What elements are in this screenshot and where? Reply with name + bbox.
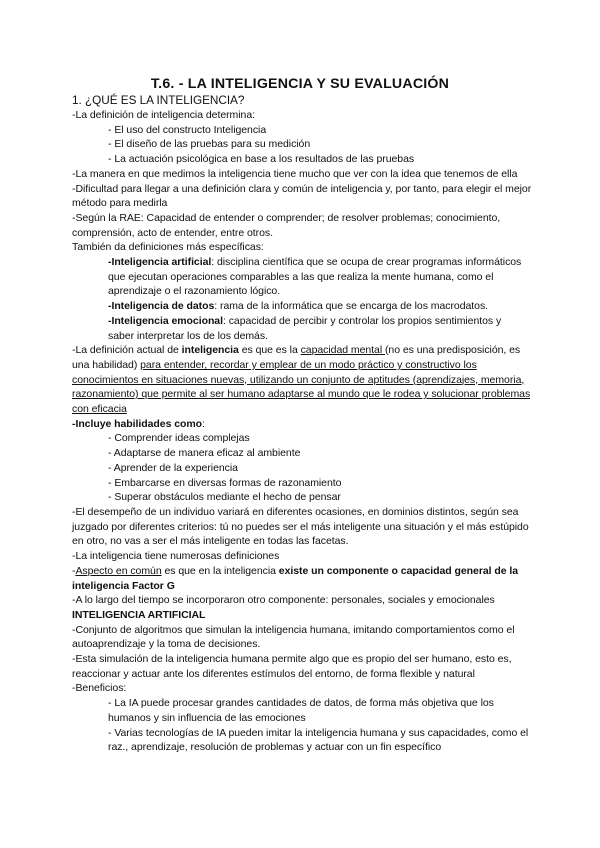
page-title: T.6. - LA INTELIGENCIA Y SU EVALUACIÓN — [150, 76, 450, 92]
paragraph: -Beneficios: — [72, 682, 127, 695]
document-body — [72, 92, 532, 755]
paragraph: -Según la RAE: Capacidad de entender o comprender; de resolver problemas; conocimiento, comprensión, acto de entender, entre otros. — [72, 211, 501, 239]
text-run: - — [72, 564, 76, 577]
definition-term: -Inteligencia artificial — [108, 256, 212, 269]
text-run-underlined: capacidad mental — [300, 344, 385, 357]
definition-term: -Inteligencia emocional — [108, 314, 223, 327]
paragraph: -La definición de inteligencia determina: — [72, 109, 255, 121]
paragraph: -A lo largo del tiempo se incorporaron otro componente: personales, sociales y emocionales — [72, 594, 495, 607]
definition-term: -Inteligencia de datos — [108, 300, 215, 313]
text-run-bold: inteligencia — [181, 344, 239, 357]
list-item: - Embarcarse en diversas formas de razonamiento — [108, 476, 342, 489]
definition-item — [72, 255, 532, 299]
list-item: - Comprender ideas complejas — [108, 432, 250, 445]
text-run-underlined: Aspecto en común — [75, 564, 162, 577]
list-item: - El diseño de las pruebas para su medición — [108, 138, 311, 151]
paragraph: -La inteligencia tiene numerosas definiciones — [72, 550, 280, 563]
paragraph — [72, 417, 532, 432]
text-run-bold: -Incluye habilidades como — [72, 417, 203, 430]
list-item: - La actuación psicológica en base a los resultados de las pruebas — [108, 153, 415, 166]
text-run: : — [202, 417, 205, 430]
list-item: - El uso del constructo Inteligencia — [108, 123, 267, 136]
text-run: es que es la — [238, 344, 301, 357]
definition-desc: : capacidad de percibir y controlar los propios sentimientos y saber interpretar los de los demás. — [108, 314, 502, 342]
paragraph: -Dificultad para llegar a una definición clara y común de inteligencia y, por tanto, para elegir el mejor método para medirla — [72, 182, 532, 210]
text-run: -La definición actual de — [72, 344, 182, 357]
list-item: - Adaptarse de manera eficaz al ambiente — [108, 447, 301, 460]
definition-item — [72, 314, 532, 343]
paragraph: -El desempeño de un individuo variará en diferentes ocasiones, en dominios distintos, según sea juzgado por diferentes criterios: tú no puedes ser el más inteligente una situación y el más estúpido en otro, no vas a ser el más inteligente en todas las facetas. — [72, 505, 529, 548]
paragraph-common-aspect — [72, 564, 532, 593]
list-item: - Superar obstáculos mediante el hecho de pensar — [108, 491, 341, 504]
text-run: (no es una predisposición, es una habilidad) — [72, 344, 521, 371]
text-run: es que en la inteligencia — [161, 564, 279, 577]
paragraph: -La manera en que medimos la inteligencia tiene mucho que ver con la idea que tenemos de ella — [72, 167, 518, 180]
list-item: - La IA puede procesar grandes cantidades de datos, de forma más objetiva que los humanos y sin influencia de las emociones — [108, 697, 494, 724]
paragraph: -Esta simulación de la inteligencia humana permite algo que es propio del ser humano, esto es, reaccionar y actuar ante los diferentes estímulos del entorno, de forma flexible y natural — [72, 653, 512, 680]
paragraph-actual-definition — [72, 343, 532, 417]
paragraph: -Conjunto de algoritmos que simulan la inteligencia humana, imitando comportamientos como el autoaprendizaje y la toma de decisiones. — [72, 623, 515, 651]
section-heading-ia: INTELIGENCIA ARTIFICIAL — [72, 608, 206, 621]
list-item: - Aprender de la experiencia — [108, 461, 238, 474]
text-run-bold: existe un componente o capacidad general de la inteligencia Factor G — [72, 564, 519, 592]
definition-desc: : disciplina científica que se ocupa de crear programas informáticos que ejecutan operaciones comparables a las que realiza la mente humana, como el aprendizaje o el razonamiento lógico. — [108, 256, 522, 298]
paragraph: También da definiciones más específicas: — [72, 241, 264, 254]
definition-desc: : rama de la informática que se encarga de los macrodatos. — [214, 300, 489, 313]
text-run-underlined: para entender, recordar y emplear de un modo práctico y constructivo los conocimientos en situaciones nuevas, utilizando un conjunto de aptitudes (aprendizajes, memoria, razonamiento) que permite al ser humano adaptarse al mundo que le rodea y solucionar problemas con eficacia — [72, 358, 531, 416]
list-item: - Varias tecnologías de IA pueden imitar la inteligencia humana y sus capacidades, como el raz., aprendizaje, resolución de problemas y actuar con un fin específico — [108, 726, 529, 754]
definition-item — [72, 299, 532, 314]
section-heading: 1. ¿QUÉ ES LA INTELIGENCIA? — [72, 93, 245, 107]
